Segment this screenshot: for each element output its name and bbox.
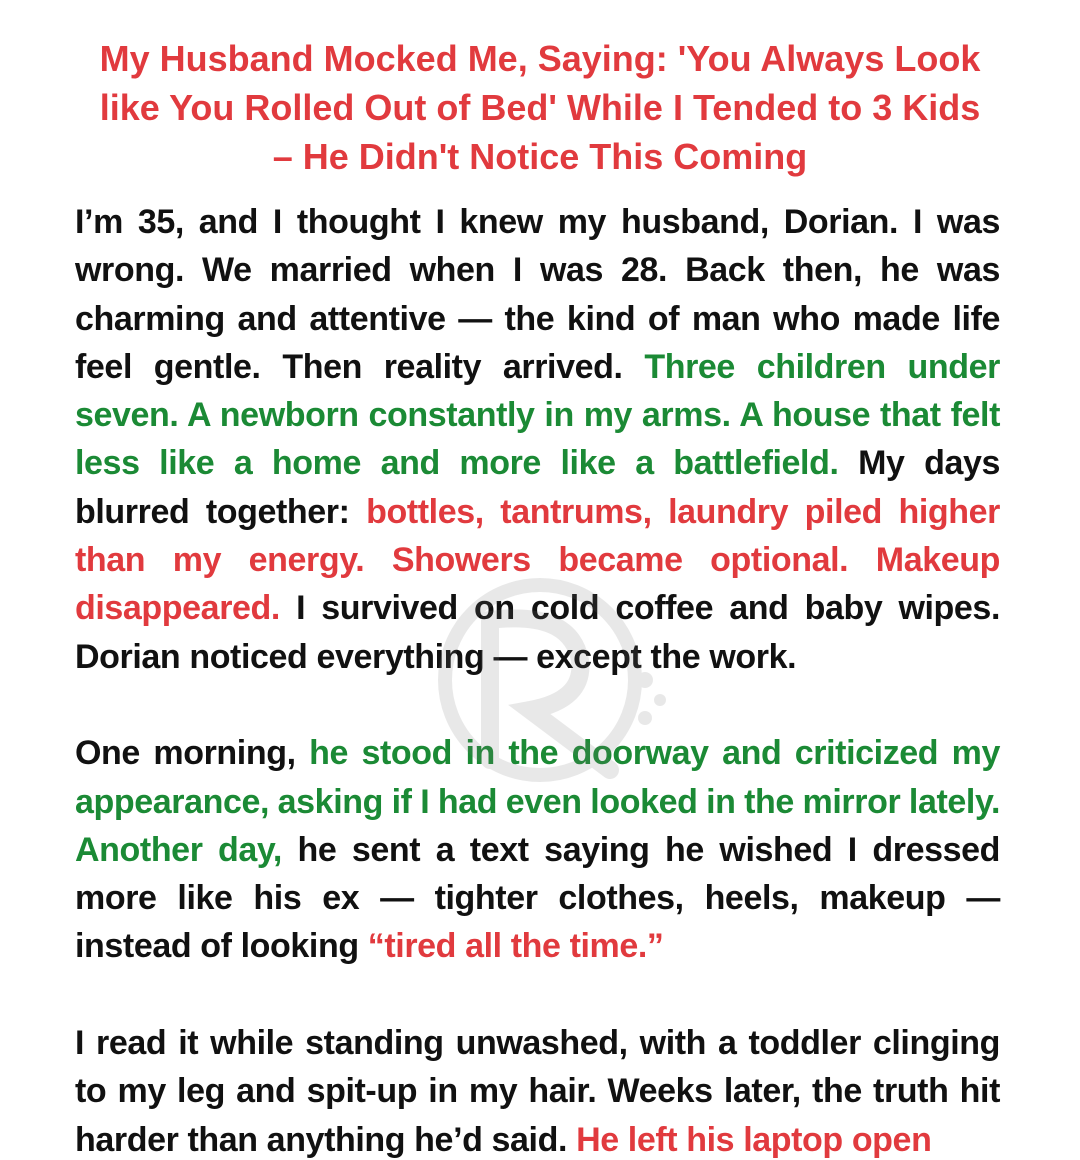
text-segment: charming and attentive — the kind of man who made life (75, 299, 1000, 338)
text-line (75, 729, 1000, 777)
title-line-2: like You Rolled Out of Bed' While I Tended to 3 Kids (99, 87, 981, 128)
title-line-3: – He Didn't Notice This Coming (272, 136, 808, 177)
text-line (75, 343, 1000, 391)
text-segment: I’m 35, and I thought I knew my husband, Dorian. I was (75, 203, 1000, 241)
highlight-red: disappeared. (75, 589, 280, 628)
text-line (75, 584, 1000, 632)
highlight-red: than my energy. Showers became optional. Makeup (75, 541, 1000, 580)
text-segment: Dorian noticed everything — except the work. (75, 637, 797, 676)
article-body (75, 198, 1000, 1160)
text-segment: he sent a text saying he wished I dressed (281, 830, 1000, 869)
text-segment: I survived on cold coffee and baby wipes. (279, 589, 1000, 628)
text-segment: My days (838, 444, 1000, 483)
paragraph-1 (75, 198, 1000, 681)
paragraph-2 (75, 729, 1000, 970)
text-segment: blurred together: (75, 492, 367, 531)
title-line-1: My Husband Mocked Me, Saying: 'You Always Look (99, 38, 981, 79)
text-segment: feel gentle. Then reality arrived. (75, 347, 645, 386)
text-segment: I read it while standing unwashed, with a toddler clinging (75, 1024, 1000, 1063)
text-segment: harder than anything he’d said. (75, 1120, 577, 1159)
highlight-red: He left his laptop open (576, 1120, 932, 1159)
highlight-red: bottles, tantrums, laundry piled higher (366, 492, 1000, 531)
highlight-green: Another day, (75, 830, 282, 869)
text-line (75, 391, 1000, 439)
text-line (75, 488, 1000, 536)
text-line (75, 633, 1000, 681)
text-line (75, 536, 1000, 584)
text-line (75, 1116, 1000, 1160)
text-line (75, 1067, 1000, 1115)
text-line (75, 922, 1000, 970)
text-line (75, 198, 1000, 246)
highlight-green: he stood in the doorway and criticized my (309, 734, 1000, 773)
text-segment: wrong. We married when I was 28. Back then, he was (75, 251, 1000, 290)
text-segment: to my leg and spit-up in my hair. Weeks later, the truth hit (75, 1072, 1000, 1111)
text-segment: more like his ex — tighter clothes, heels, makeup — (75, 879, 1000, 918)
text-line (75, 295, 1000, 343)
highlight-green: less like a home and more like a battlefield. (75, 444, 839, 483)
article-title (60, 34, 1020, 181)
text-line (75, 874, 1000, 922)
text-segment: One morning, (75, 734, 310, 773)
highlight-green: appearance, asking if I had even looked in the mirror lately. (75, 782, 1000, 821)
text-line (75, 439, 1000, 487)
highlight-green: seven. A newborn constantly in my arms. A house that felt (75, 396, 1000, 435)
highlight-red: “tired all the time.” (367, 927, 664, 966)
text-line (75, 778, 1000, 826)
text-line (75, 1019, 1000, 1067)
text-line (75, 246, 1000, 294)
text-line (75, 826, 1000, 874)
paragraph-3 (75, 1019, 1000, 1160)
highlight-green: Three children under (644, 347, 1000, 386)
text-segment: instead of looking (75, 927, 368, 966)
